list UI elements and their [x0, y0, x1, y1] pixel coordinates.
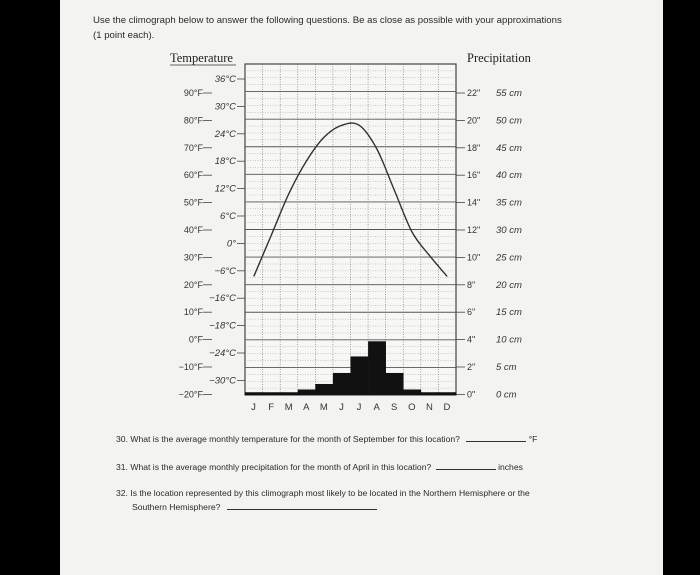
- question-31-text: 31. What is the average monthly precipitation for the month of April in this location?: [116, 462, 432, 472]
- precip-cm-tick-label: 55 cm: [496, 88, 522, 99]
- temp-c-tick-label: −16°C: [209, 293, 236, 305]
- precip-cm-tick-label: 35 cm: [496, 197, 522, 209]
- temp-c-tick-label: 0°: [226, 238, 236, 250]
- precipitation-bar: [438, 392, 456, 395]
- question-31: [116, 462, 523, 472]
- temp-f-tick-label: 30°F: [183, 252, 203, 263]
- precipitation-bar: [403, 389, 421, 395]
- temp-c-tick-label: −6°C: [214, 265, 236, 277]
- precip-cm-tick-label: 15 cm: [496, 307, 522, 319]
- temp-f-tick-label: 60°F: [183, 170, 203, 181]
- temp-c-tick-label: −18°C: [209, 320, 236, 332]
- precipitation-bar: [298, 389, 316, 395]
- precipitation-bar: [280, 392, 298, 395]
- precip-in-tick-label: 6": [467, 307, 476, 318]
- instructions-line-1: Use the climograph below to answer the following questions. Be as close as possible with your approximations: [93, 15, 562, 26]
- month-label: M: [319, 402, 329, 413]
- month-label: D: [443, 402, 451, 413]
- temp-c-tick-label: 24°C: [214, 128, 236, 140]
- temp-f-tick-label: 40°F: [183, 225, 203, 235]
- temp-f-tick-label: 90°F: [183, 88, 203, 98]
- question-30-answer-blank[interactable]: [466, 441, 526, 442]
- precip-in-tick-label: 22": [467, 88, 481, 98]
- precip-cm-tick-label: 45 cm: [496, 142, 522, 154]
- temperature-axis-title: Temperature: [170, 51, 233, 65]
- precipitation-axis-title: Precipitation: [467, 51, 531, 65]
- month-label: J: [356, 402, 362, 413]
- question-32-line-2: [132, 502, 377, 512]
- month-label: N: [425, 402, 434, 413]
- question-30-unit: °F: [528, 434, 538, 444]
- precip-in-tick-label: 0": [467, 389, 476, 400]
- question-32-text: Southern Hemisphere?: [132, 502, 221, 512]
- precip-in-tick-label: 8": [467, 279, 476, 290]
- climograph: [60, 0, 663, 420]
- temp-c-tick-label: 12°C: [214, 183, 236, 195]
- temp-f-tick-label: 80°F: [183, 115, 203, 126]
- precipitation-bar: [245, 392, 263, 395]
- temp-c-tick-label: −30°C: [209, 375, 236, 387]
- temp-f-tick-label: −10°F: [178, 362, 203, 372]
- precip-in-tick-label: 18": [467, 142, 481, 153]
- question-30-text: 30. What is the average monthly temperature for the month of September for this location?: [116, 434, 460, 444]
- question-31-unit: inches: [498, 462, 523, 472]
- temp-c-tick-label: 36°C: [214, 74, 236, 85]
- temp-f-tick-label: 0°F: [188, 334, 203, 345]
- precipitation-bar: [351, 356, 369, 395]
- precip-in-tick-label: 10": [467, 252, 481, 263]
- precipitation-bar: [368, 341, 386, 395]
- precipitation-bar: [263, 392, 281, 395]
- precip-cm-tick-label: 30 cm: [496, 225, 522, 236]
- month-label: O: [408, 402, 416, 413]
- precip-in-tick-label: 20": [467, 115, 481, 126]
- temp-c-tick-label: 6°C: [220, 211, 236, 222]
- month-label: A: [373, 402, 381, 413]
- month-label: J: [251, 402, 257, 413]
- precip-cm-tick-label: 25 cm: [496, 252, 522, 264]
- temp-f-tick-label: 70°F: [183, 142, 203, 153]
- precip-cm-tick-label: 10 cm: [496, 334, 522, 346]
- question-31-answer-blank[interactable]: [436, 469, 496, 470]
- precipitation-bar: [421, 392, 439, 395]
- month-label: F: [268, 402, 275, 413]
- instructions-line-2: (1 point each).: [93, 30, 155, 41]
- temp-f-tick-label: 10°F: [183, 307, 203, 318]
- worksheet: [60, 0, 663, 575]
- precip-cm-tick-label: 50 cm: [496, 115, 522, 127]
- question-32-line-1: 32. Is the location represented by this climograph most likely to be located in the Northern Hemisphere or the: [116, 488, 530, 498]
- precip-cm-tick-label: 20 cm: [496, 279, 522, 291]
- temp-f-tick-label: −20°F: [178, 389, 203, 400]
- precip-cm-tick-label: 5 cm: [496, 362, 517, 373]
- temp-f-tick-label: 20°F: [183, 279, 203, 290]
- precip-in-tick-label: 12": [467, 225, 481, 235]
- precip-in-tick-label: 2": [467, 362, 476, 372]
- question-30: [116, 434, 537, 444]
- question-32-answer-blank[interactable]: [227, 509, 377, 510]
- month-label: A: [303, 402, 310, 413]
- precip-in-tick-label: 4": [467, 334, 476, 345]
- temp-c-tick-label: 30°C: [214, 101, 236, 113]
- precip-in-tick-label: 16": [467, 170, 481, 181]
- precip-cm-tick-label: 40 cm: [496, 170, 522, 182]
- temp-c-tick-label: −24°C: [209, 348, 236, 359]
- month-label: S: [391, 402, 398, 413]
- precip-cm-tick-label: 0 cm: [496, 389, 517, 401]
- temp-f-tick-label: 50°F: [183, 197, 203, 208]
- temp-c-tick-label: 18°C: [214, 156, 236, 168]
- month-label: M: [284, 402, 294, 413]
- precip-in-tick-label: 14": [467, 197, 481, 208]
- precipitation-bar: [315, 384, 333, 395]
- precipitation-bar: [386, 373, 404, 395]
- precipitation-bar: [333, 373, 351, 395]
- month-label: J: [339, 402, 345, 413]
